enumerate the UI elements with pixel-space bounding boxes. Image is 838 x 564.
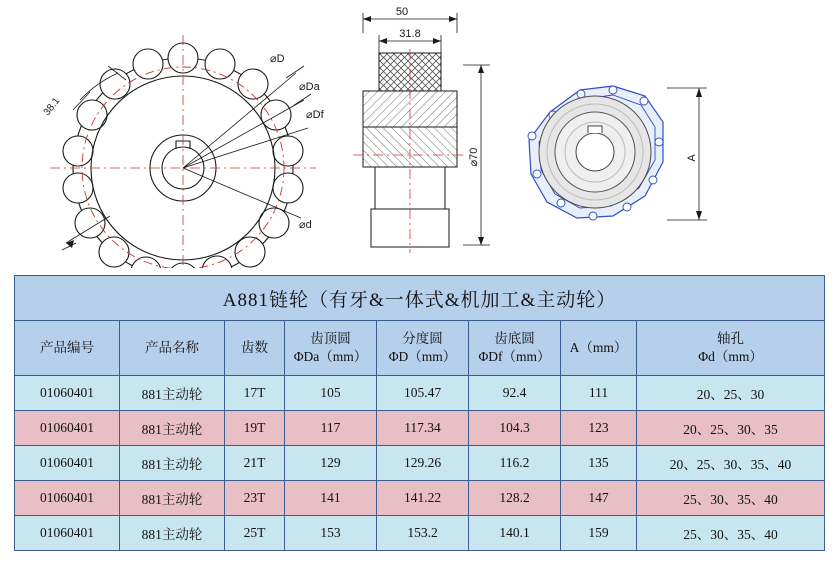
cell-teeth: 25T: [225, 516, 285, 551]
header-bore-l1: 轴孔: [717, 330, 745, 346]
cell-product-code: 01060401: [15, 411, 120, 446]
cell-product-name: 881主动轮: [120, 411, 225, 446]
section-width-total-label: 50: [395, 6, 409, 18]
front-view-label-d: ⌀d: [299, 219, 312, 231]
drawing-area: [0, 0, 838, 268]
cell-da: 117: [285, 411, 377, 446]
cell-da: 153: [285, 516, 377, 551]
cell-product-name: 881主动轮: [120, 481, 225, 516]
cell-bore: 20、25、30、35、40: [637, 446, 825, 481]
cell-df: 128.2: [469, 481, 561, 516]
cell-product-name: 881主动轮: [120, 516, 225, 551]
header-product-code-l1: 产品编号: [40, 339, 94, 355]
header-outer-diameter-l1: 齿顶圆: [310, 330, 351, 346]
cell-df: 140.1: [469, 516, 561, 551]
cell-bore: 25、30、35、40: [637, 481, 825, 516]
cell-d: 153.2: [377, 516, 469, 551]
cell-a: 135: [561, 446, 637, 481]
front-view-label-Da: ⌀Da: [299, 81, 320, 93]
table-row: [15, 446, 825, 481]
sprocket-chain-assembly-view: [495, 70, 725, 265]
specification-table-wrapper: [14, 275, 824, 551]
header-bore-l2: Φd（mm）: [698, 349, 763, 364]
cell-da: 141: [285, 481, 377, 516]
header-outer-diameter: [285, 321, 377, 376]
cell-bore: 25、30、35、40: [637, 516, 825, 551]
header-root-diameter-l2: ΦDf（mm）: [478, 349, 551, 364]
iso-height-label: A: [686, 154, 698, 162]
front-view-angle-label: 38.1: [41, 95, 63, 118]
cell-df: 116.2: [469, 446, 561, 481]
table-title-row: [15, 276, 825, 321]
cell-teeth: 21T: [225, 446, 285, 481]
cell-d: 117.34: [377, 411, 469, 446]
cell-df: 104.3: [469, 411, 561, 446]
cell-a: 147: [561, 481, 637, 516]
sprocket-section-view: [345, 5, 495, 263]
cell-product-code: 01060401: [15, 516, 120, 551]
header-bore: [637, 321, 825, 376]
header-teeth-count-l1: 齿数: [241, 339, 268, 355]
cell-a: 159: [561, 516, 637, 551]
cell-d: 105.47: [377, 376, 469, 411]
cell-product-code: 01060401: [15, 481, 120, 516]
table-row: [15, 411, 825, 446]
header-pitch-diameter-l2: ΦD（mm）: [388, 349, 457, 364]
specification-table: [14, 275, 825, 551]
header-dimension-a-l1: A（mm）: [569, 339, 628, 355]
front-view-label-Df: ⌀Df: [306, 109, 324, 121]
header-pitch-diameter-l1: 分度圆: [402, 330, 443, 346]
cell-teeth: 19T: [225, 411, 285, 446]
cell-product-name: 881主动轮: [120, 446, 225, 481]
table-row: [15, 481, 825, 516]
front-view-label-D: ⌀D: [270, 53, 285, 65]
cell-bore: 20、25、30、35: [637, 411, 825, 446]
cell-da: 129: [285, 446, 377, 481]
cell-df: 92.4: [469, 376, 561, 411]
header-dimension-a: [561, 321, 637, 376]
header-product-code: [15, 321, 120, 376]
cell-teeth: 17T: [225, 376, 285, 411]
header-pitch-diameter: [377, 321, 469, 376]
sprocket-front-view: [18, 18, 348, 268]
header-outer-diameter-l2: ΦDa（mm）: [293, 349, 368, 364]
cell-product-name: 881主动轮: [120, 376, 225, 411]
cell-bore: 20、25、30: [637, 376, 825, 411]
header-product-name-l1: 产品名称: [145, 339, 199, 355]
cell-teeth: 23T: [225, 481, 285, 516]
header-product-name: [120, 321, 225, 376]
cell-d: 141.22: [377, 481, 469, 516]
cell-da: 105: [285, 376, 377, 411]
section-diameter-label: ⌀70: [468, 147, 480, 167]
cell-a: 123: [561, 411, 637, 446]
header-root-diameter: [469, 321, 561, 376]
table-header-row: [15, 321, 825, 376]
table-row: [15, 516, 825, 551]
cell-product-code: 01060401: [15, 446, 120, 481]
table-title: A881链轮（有牙&一体式&机加工&主动轮）: [15, 276, 825, 321]
cell-d: 129.26: [377, 446, 469, 481]
cell-product-code: 01060401: [15, 376, 120, 411]
table-row: [15, 376, 825, 411]
header-teeth-count: [225, 321, 285, 376]
header-root-diameter-l1: 齿底圆: [494, 330, 535, 346]
cell-a: 111: [561, 376, 637, 411]
section-width-hub-label: 31.8: [399, 28, 421, 40]
